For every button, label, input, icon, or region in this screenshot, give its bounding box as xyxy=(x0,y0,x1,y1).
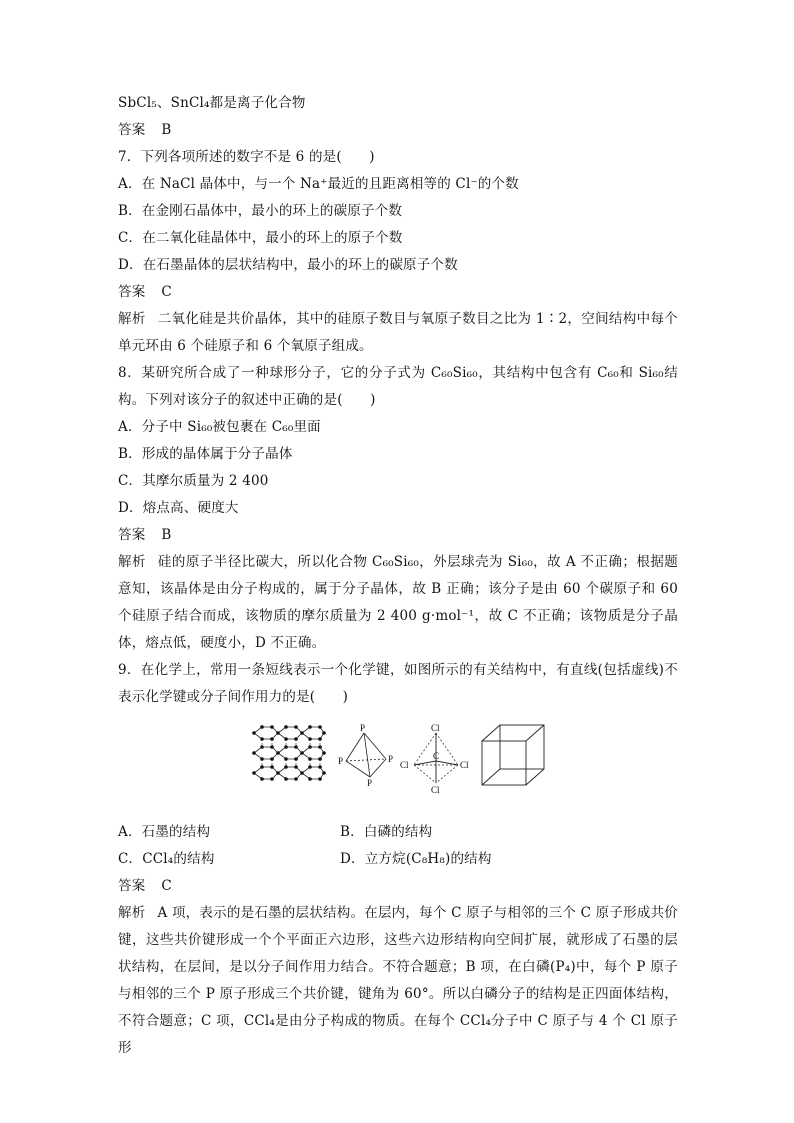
atom-label-p: P xyxy=(338,756,344,766)
question-9-options-row-2 xyxy=(118,846,678,873)
ccl4-figure xyxy=(400,721,474,795)
answer-value: C xyxy=(161,284,172,300)
atom-label-cl: Cl xyxy=(400,760,409,770)
question-7-option-c: C．在二氧化硅晶体中，最小的环上的原子个数 xyxy=(118,230,403,246)
cubane-figure xyxy=(478,721,550,791)
atom-label-p: P xyxy=(360,723,366,733)
question-9-options-row-1 xyxy=(118,819,678,846)
analysis-text: 二氧化硅是共价晶体，其中的硅原子数目与氧原子数目之比为 1∶2，空间结构中每个单元环由 6 个硅原子和 6 个氧原子组成。 xyxy=(118,311,678,354)
answer-label: 答案 xyxy=(118,527,146,543)
question-9-option-c: C．CCl₄的结构 xyxy=(118,851,215,867)
analysis-8 xyxy=(118,549,678,657)
analysis-label: 解析 xyxy=(118,554,146,570)
atom-label-cl: Cl xyxy=(431,785,440,795)
question-7-option-a: A．在 NaCl 晶体中，与一个 Na⁺最近的且距离相等的 Cl⁻的个数 xyxy=(118,176,519,192)
question-9-option-b: B．白磷的结构 xyxy=(340,824,433,840)
question-8-option-d: D．熔点高、硬度大 xyxy=(118,500,239,516)
white-phosphorus-figure xyxy=(336,721,396,787)
answer-9 xyxy=(118,873,678,900)
question-8-option-c: C．其摩尔质量为 2 400 xyxy=(118,473,269,489)
structure-figures xyxy=(118,721,678,813)
question-9-option-d: D．立方烷(C₈H₈)的结构 xyxy=(340,851,492,867)
answer-value: B xyxy=(161,122,172,138)
document-page xyxy=(118,90,678,1062)
question-7-stem: 7．下列各项所述的数字不是 6 的是( ) xyxy=(118,149,375,165)
atom-label-p: P xyxy=(367,778,373,787)
question-7-option-b: B．在金刚石晶体中，最小的环上的碳原子个数 xyxy=(118,203,403,219)
answer-label: 答案 xyxy=(118,284,146,300)
analysis-label: 解析 xyxy=(118,311,146,327)
atom-label-p: P xyxy=(388,754,394,764)
answer-6 xyxy=(118,117,678,144)
answer-label: 答案 xyxy=(118,878,146,894)
answer-value: C xyxy=(161,878,172,894)
answer-7 xyxy=(118,279,678,306)
analysis-7 xyxy=(118,306,678,360)
question-8-option-b: B．形成的晶体属于分子晶体 xyxy=(118,446,293,462)
analysis-9 xyxy=(118,900,678,1062)
analysis-text: 硅的原子半径比碳大，所以化合物 C₆₀Si₆₀，外层球壳为 Si₆₀，故 A 不正确；根据题意知，该晶体是由分子构成的，属于分子晶体，故 B 正确；该分子是由 60 个碳原子和 60 个硅原子结合而成，该物质的摩尔质量为 2 400 g·mol⁻¹，故 C 不正确；该物质是分子晶体，熔点低，硬度小，D 不正确。 xyxy=(118,554,678,651)
question-8-option-a: A．分子中 Si₆₀被包裹在 C₆₀里面 xyxy=(118,419,321,435)
answer-8 xyxy=(118,522,678,549)
answer-value: B xyxy=(161,527,172,543)
question-7-option-d: D．在石墨晶体的层状结构中，最小的环上的碳原子个数 xyxy=(118,257,458,273)
atom-label-cl: Cl xyxy=(431,723,440,733)
atom-label-c: C xyxy=(433,751,440,761)
question-9-stem: 9．在化学上，常用一条短线表示一个化学键，如图所示的有关结构中，有直线(包括虚线)不表示化学键或分子间作用力的是( ) xyxy=(118,662,678,705)
answer-label: 答案 xyxy=(118,122,146,138)
analysis-label: 解析 xyxy=(118,905,146,921)
question-9-option-a: A．石墨的结构 xyxy=(118,824,211,840)
question-8-stem: 8．某研究所合成了一种球形分子，它的分子式为 C₆₀Si₆₀，其结构中包含有 C₆₀和 Si₆₀结构。下列对该分子的叙述中正确的是( ) xyxy=(118,365,678,408)
graphite-structure-figure xyxy=(248,721,328,781)
text-line: SbCl₅、SnCl₄都是离子化合物 xyxy=(118,95,306,111)
analysis-text: A 项，表示的是石墨的层状结构。在层内，每个 C 原子与相邻的三个 C 原子形成共价键，这些共价键形成一个个平面正六边形，这些六边形结构向空间扩展，就形成了石墨的层状结构，在层间，是以分子间作用力结合。不符合题意；B 项，在白磷(P₄)中，每个 P 原子与相邻的三个 P 原子形成三个共价键，键角为 60°。所以白磷分子的结构是正四面体结构，不符合题意；C 项，CCl₄是由分子构成的物质。在每个 CCl₄分子中 C 原子与 4 个 Cl 原子形 xyxy=(118,905,678,1056)
atom-label-cl: Cl xyxy=(460,760,469,770)
